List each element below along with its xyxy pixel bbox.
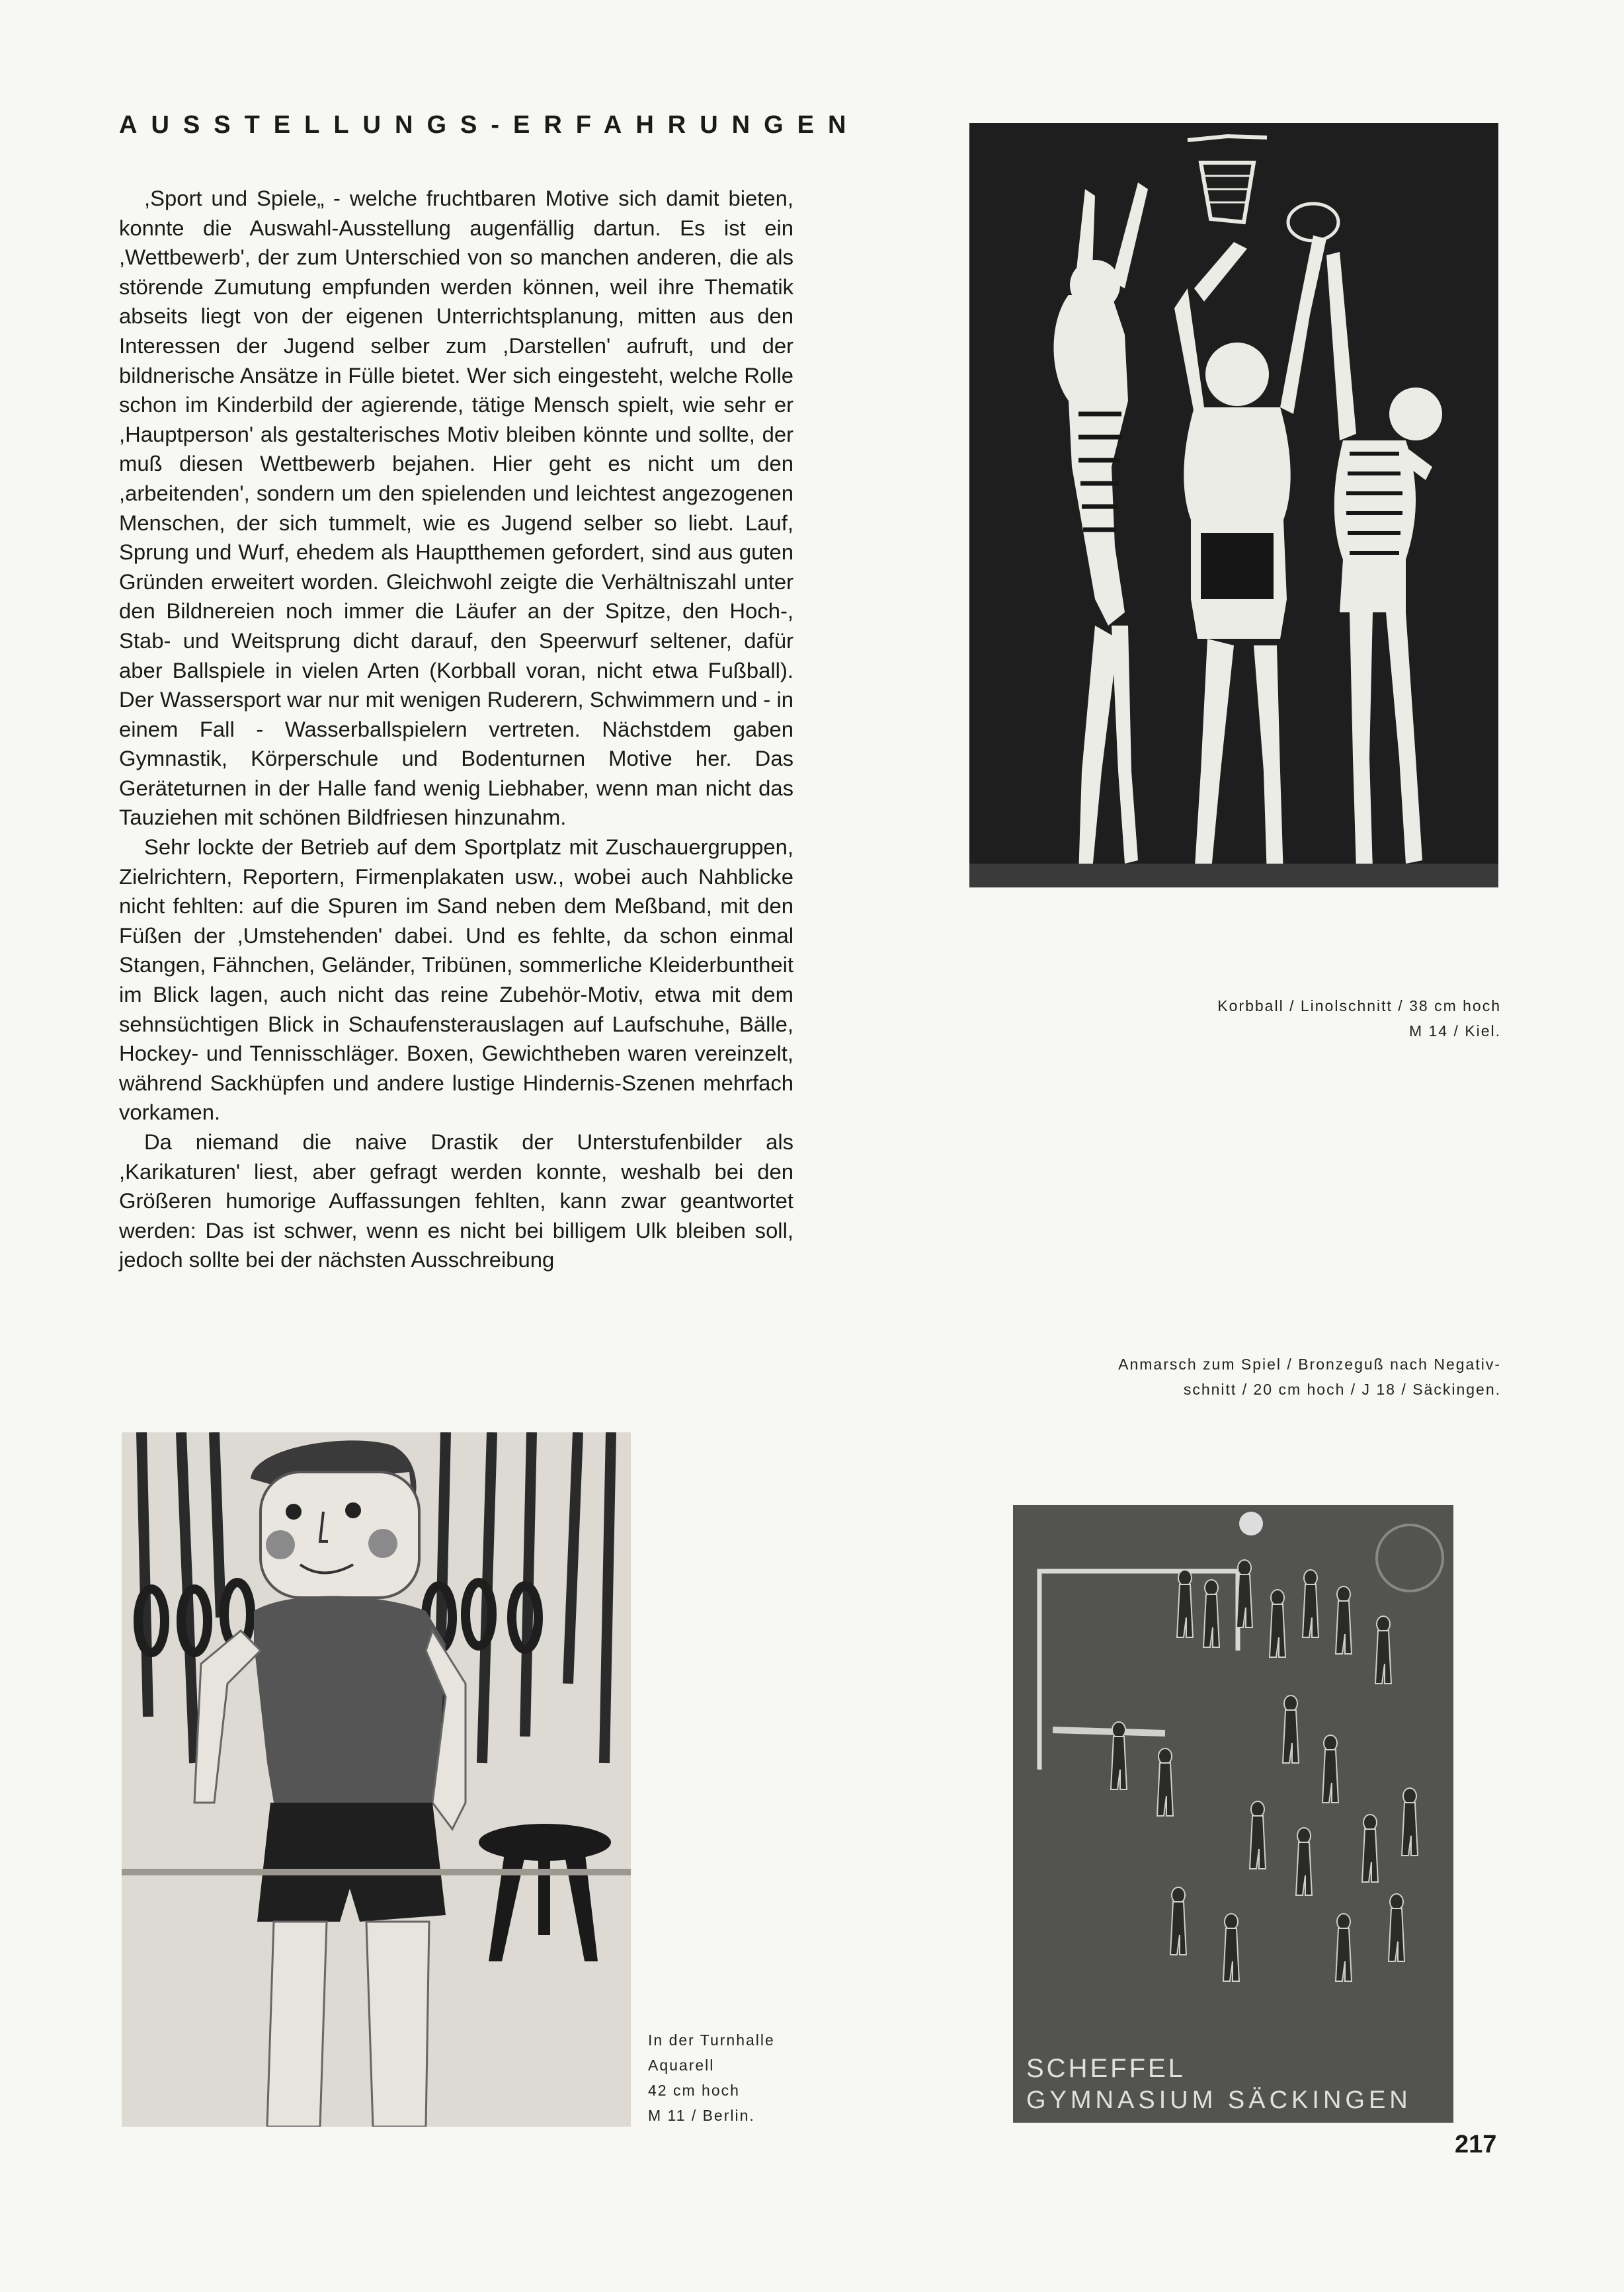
anmarsch-caption: [1005, 1352, 1501, 1402]
turnhalle-caption-line-3: 42 cm hoch: [648, 2082, 740, 2099]
paragraph-3: Da niemand die naive Drastik der Unterstufenbilder als ,Karikaturen' liest, aber gefragt werden konnte, weshalb bei den Größeren humorige Auffassungen fehlten, kann zwar geantwortet werden: Das ist schwer, wenn es nicht bei billigem Ulk bleiben soll, jedoch sollte bei der nächsten Ausschreibung: [119, 1129, 793, 1272]
relief-label-line-1: SCHEFFEL: [1026, 2054, 1186, 2083]
article-body: [119, 184, 793, 1275]
turnhalle-caption: [648, 2027, 820, 2128]
anmarsch-caption-line-2: schnitt / 20 cm hoch / J 18 / Säckingen.: [1183, 1381, 1501, 1398]
korbball-illustration: [969, 123, 1498, 887]
korbball-caption-line-2: M 14 / Kiel.: [1408, 1022, 1501, 1040]
section-heading: AUSSTELLUNGS-ERFAHRUNGEN: [119, 111, 860, 139]
paragraph-2: Sehr lockte der Betrieb auf dem Sportplatz mit Zuschauergruppen, Zielrichtern, Reportern, Firmenplakaten usw., wobei auch Nahblicke nicht fehlten: auf die Spuren im Sand neben dem Meßband, mit den Füßen der ,Umstehenden' dabei. Und es fehlte, da schon einmal Stangen, Fähnchen, Geländer, Tribünen, sommerliche Kleiderbuntheit im Blick lagen, auch nicht das reine Zubehör-Motiv, etwa mit dem sehnsüchtigen Blick in Schaufensterauslagen auf Laufschuhe, Bälle, Hockey- und Tennisschläger. Boxen, Gewichtheben waren vereinzelt, während Sackhüpfen und andere lustige Hindernis-Szenen mehrfach vorkamen.: [119, 835, 793, 1125]
relief-illustration: [1013, 1505, 1453, 2123]
turnhalle-illustration: [122, 1432, 631, 2127]
relief-label-line-2: GYMNASIUM SÄCKINGEN: [1026, 2086, 1412, 2114]
turnhalle-watercolor-image: [122, 1432, 631, 2127]
korbball-caption: [1045, 993, 1501, 1044]
page-number: 217: [1455, 2131, 1497, 2158]
paragraph-1: ,Sport und Spiele„ - welche fruchtbaren Motive sich damit bieten, konnte die Auswahl-Ausstellung augenfällig dartun. Es ist ein ,Wettbewerb', der zum Unterschied von so manchen anderen, die als störende Zumutung empfunden werden können, weil ihre Thematik abseits liegt von der eigenen Unterrichtsplanung, mitten aus den Interessen der Jugend selber zum ,Darstellen' aufruft, und der bildnerische Ansätze in Fülle bietet. Wer sich eingesteht, welche Rolle schon im Kinderbild der agierende, tätige Mensch spielt, wie sehr er ,Hauptperson' als gestalterisches Motiv bleiben könnte und sollte, der muß diesen Wettbewerb bejahen. Hier geht es nicht um den ,arbeitenden', sondern um den spielenden und leichtest angezogenen Menschen, der sich tummelt, wie es Jugend selber so liebt. Lauf, Sprung und Wurf, ehedem als Hauptthemen gefordert, sind aus guten Gründen erweitert worden. Gleichwohl zeigte die Verhältniszahl unter den Bildnereien noch immer die Läufer an der Spitze, den Hoch-, Stab- und Weitsprung dicht darauf, den Speerwurf seltener, dafür aber Ballspiele in vielen Arten (Korbball voran, nicht etwa Fußball). Der Wassersport war nur mit wenigen Ruderern, Schwimmern und - in einem Fall - Wasserballspielern vertreten. Nächstdem gaben Gymnastik, Körperschule und Bodenturnen Motive her. Das Geräteturnen in der Halle fand wenig Liebhaber, wenn man nicht das Tauziehen mit schönen Bildfriesen hinzunahm.: [119, 186, 793, 830]
turnhalle-caption-line-4: M 11 / Berlin.: [648, 2107, 755, 2124]
turnhalle-caption-line-1: In der Turnhalle: [648, 2031, 775, 2049]
korbball-linocut-image: [969, 123, 1498, 887]
anmarsch-bronze-relief-image: [1013, 1505, 1453, 2123]
korbball-caption-line-1: Korbball / Linolschnitt / 38 cm hoch: [1217, 997, 1501, 1014]
turnhalle-caption-line-2: Aquarell: [648, 2057, 715, 2074]
anmarsch-caption-line-1: Anmarsch zum Spiel / Bronzeguß nach Negativ-: [1118, 1356, 1501, 1373]
